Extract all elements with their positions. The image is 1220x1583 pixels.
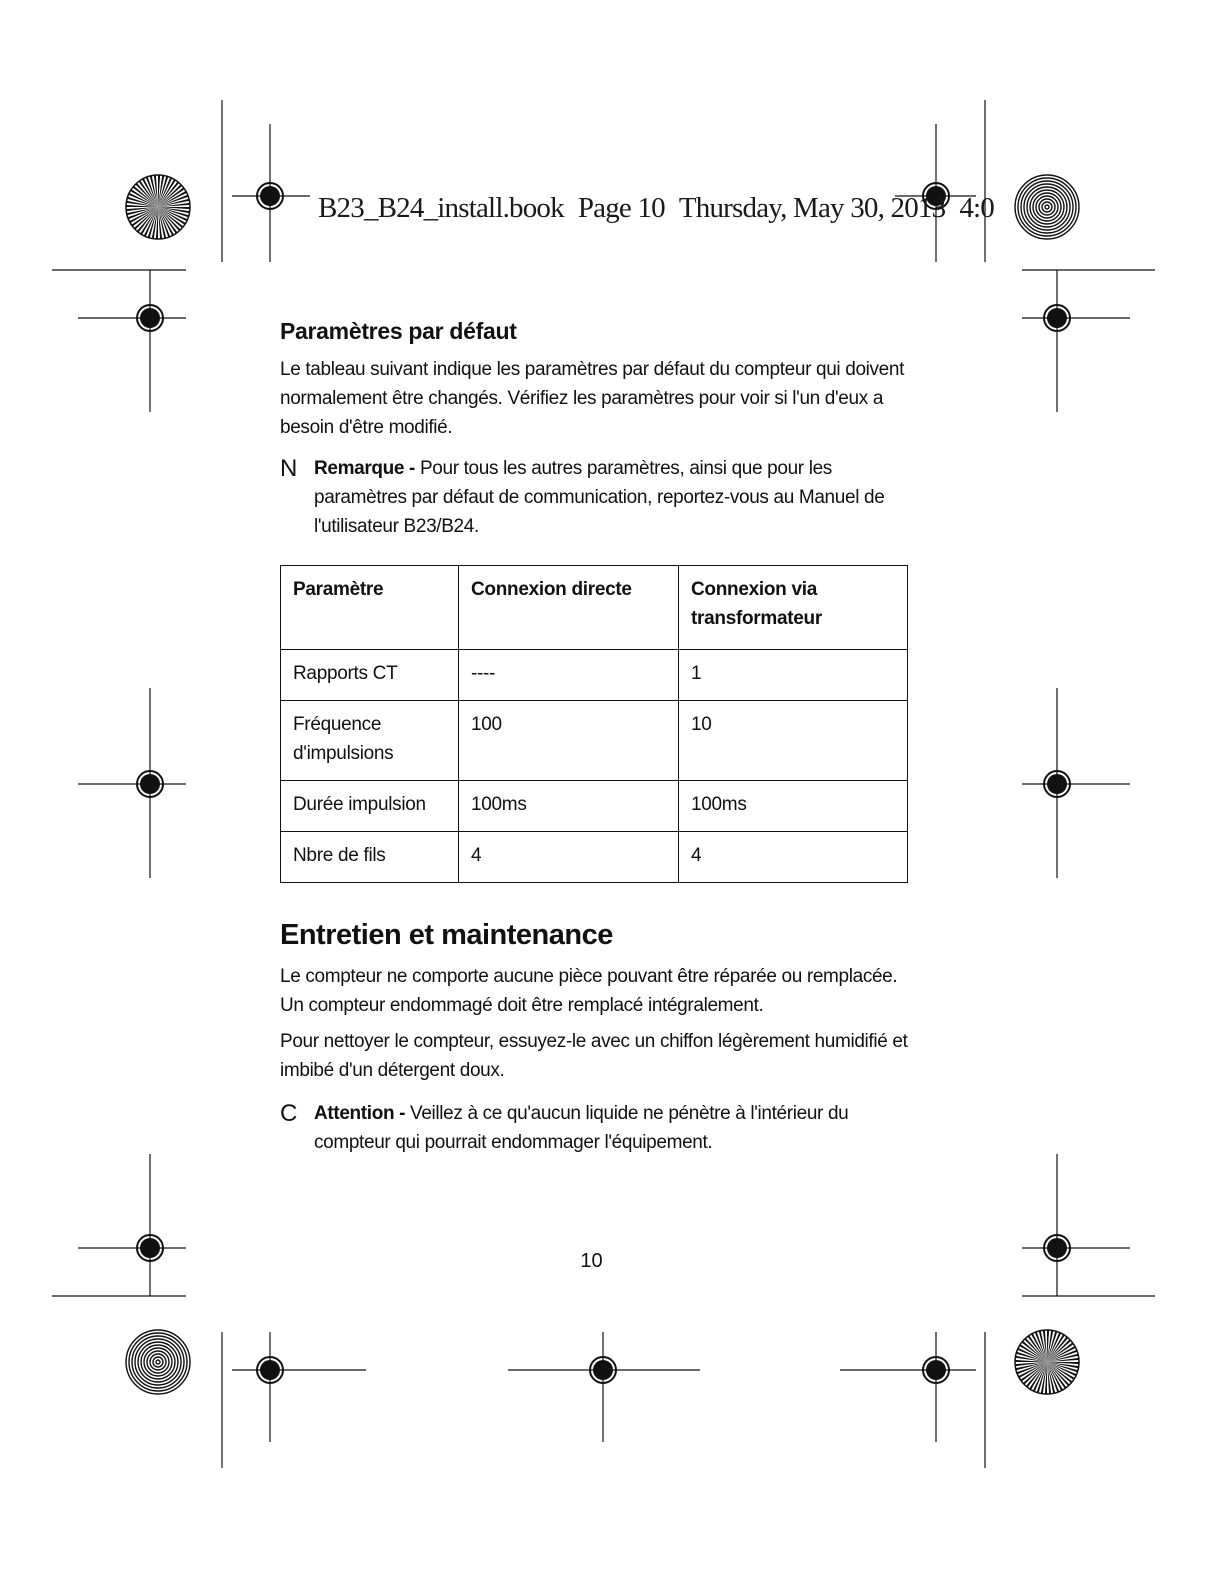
- color-bar-starburst-icon: [126, 175, 190, 239]
- table-row: [281, 650, 908, 701]
- registration-target-icon: [1044, 305, 1070, 331]
- caution-label: Attention -: [314, 1103, 406, 1124]
- registration-target-icon: [137, 771, 163, 797]
- registration-target-icon: [1044, 771, 1070, 797]
- caution-icon: C: [280, 1100, 297, 1127]
- table-cell: 4: [459, 832, 679, 883]
- color-bar-rings-icon: [1015, 175, 1079, 239]
- table-cell: 100ms: [679, 781, 908, 832]
- slug-page: Page 10: [577, 192, 665, 224]
- table-cell: 100: [459, 701, 679, 781]
- note-text: Pour tous les autres paramètres, ainsi que pour les paramètres par défaut de communication, reportez-vous au Manuel de l'utilisateur B23/B24.: [314, 458, 885, 537]
- table-row: [281, 781, 908, 832]
- note-callout: [280, 454, 908, 541]
- table-cell: Durée impulsion: [281, 781, 459, 832]
- table-cell: 100ms: [459, 781, 679, 832]
- table-cell: 10: [679, 701, 908, 781]
- table-cell: Rapports CT: [281, 650, 459, 701]
- note-icon: N: [280, 455, 297, 482]
- table-row: [281, 832, 908, 883]
- section-title-maintenance: Entretien et maintenance: [280, 919, 613, 951]
- caution-callout: [280, 1099, 908, 1157]
- section-title-defaults: Paramètres par défaut: [280, 318, 517, 344]
- color-bar-starburst-icon: [1015, 1330, 1079, 1394]
- registration-target-icon: [257, 183, 283, 209]
- caution-text: Veillez à ce qu'aucun liquide ne pénètre à l'intérieur du compteur qui pourrait endommager l'équipement.: [314, 1103, 849, 1153]
- page-content: [280, 318, 908, 1181]
- note-label: Remarque -: [314, 458, 416, 479]
- registration-target-icon: [257, 1357, 283, 1383]
- table-cell: 4: [679, 832, 908, 883]
- table-header-row: [281, 566, 908, 650]
- table-cell: Nbre de fils: [281, 832, 459, 883]
- registration-target-icon: [590, 1357, 616, 1383]
- table-cell: Fréquence d'impulsions: [281, 701, 459, 781]
- table-cell: 1: [679, 650, 908, 701]
- registration-target-icon: [923, 1357, 949, 1383]
- defaults-intro: Le tableau suivant indique les paramètres par défaut du compteur qui doivent normalement être changés. Vérifiez les paramètres pour voir si l'un d'eux a besoin d'être modifié.: [280, 359, 905, 438]
- table-header-cell: Paramètre: [281, 566, 459, 650]
- default-parameters-table: [280, 565, 908, 883]
- slug-date: Thursday, May 30, 2013: [678, 192, 946, 224]
- maintenance-paragraph: Le compteur ne comporte aucune pièce pouvant être réparée ou remplacée. Un compteur endommagé doit être remplacé intégralement.: [280, 966, 898, 1016]
- table-header-cell: Connexion via transformateur: [679, 566, 908, 650]
- print-slug-line: [318, 192, 1018, 225]
- maintenance-paragraph: Pour nettoyer le compteur, essuyez-le avec un chiffon légèrement humidifié et imbibé d'un détergent doux.: [280, 1031, 908, 1081]
- table-header-cell: Connexion directe: [459, 566, 679, 650]
- color-bar-rings-icon: [126, 1330, 190, 1394]
- registration-target-icon: [137, 305, 163, 331]
- slug-time: 4:0: [959, 192, 994, 224]
- page-number: 10: [580, 1250, 603, 1272]
- slug-file: B23_B24_install.book: [318, 192, 564, 224]
- table-row: [281, 701, 908, 781]
- table-cell: ----: [459, 650, 679, 701]
